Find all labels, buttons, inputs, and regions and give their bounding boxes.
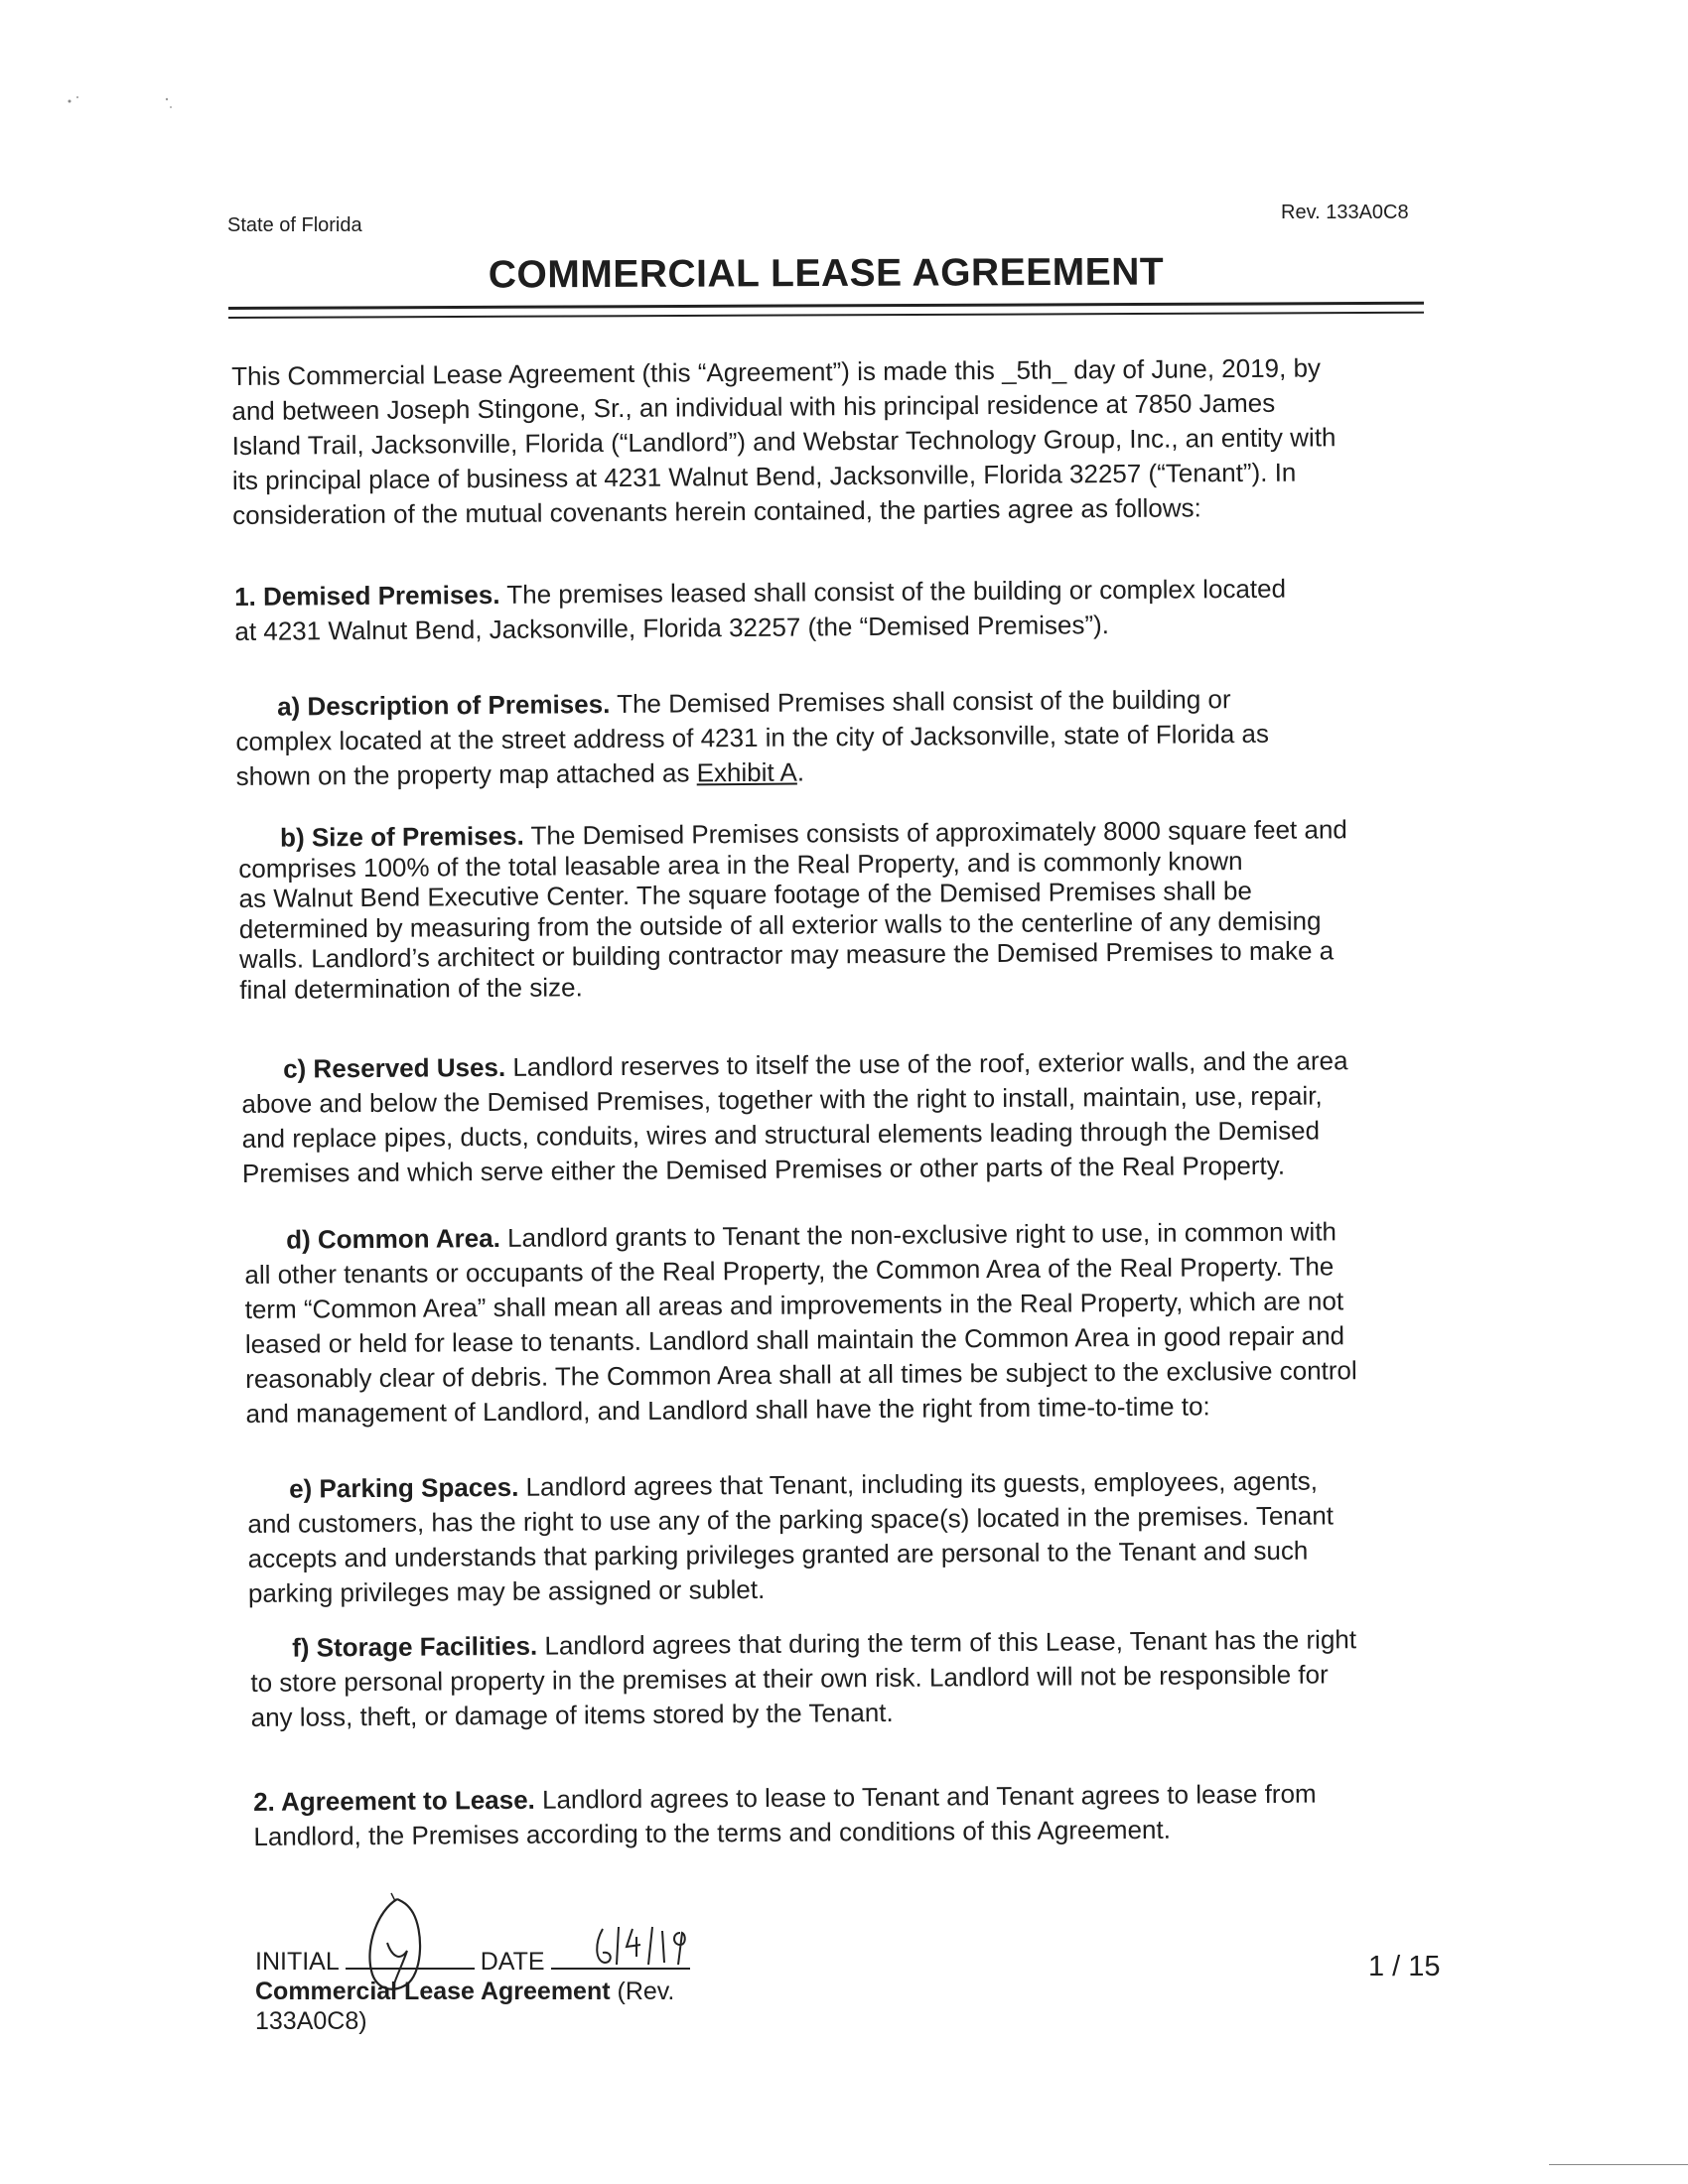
subsection-text: and management of Landlord, and Landlord shall have the right from time-to-time to:: [245, 1391, 1210, 1429]
subsection-text: comprises 100% of the total leasable area in the Real Property, and is commonly known: [238, 845, 1243, 884]
subsection-text: term “Common Area” shall mean all areas and improvements in the Real Property, which are not: [244, 1286, 1344, 1324]
subsection-text: any loss, theft, or damage of items stored by the Tenant.: [250, 1697, 894, 1732]
subsection-f-storage: [250, 1621, 1487, 1735]
section-2-agreement-to-lease: [253, 1775, 1490, 1854]
subsection-text: walls. Landlord’s architect or building contractor may measure the Demised Premises to make a: [238, 935, 1335, 974]
subsection-text: determined by measuring from the outside of all exterior walls to the centerline of any demising: [238, 904, 1322, 944]
intro-line: Island Trail, Jacksonville, Florida (“Landlord”) and Webstar Technology Group, Inc., an entity with: [231, 422, 1336, 461]
scan-speck: [60, 89, 179, 134]
section-1-demised-premises: [234, 570, 1472, 649]
subsection-text: Landlord agrees that Tenant, including its guests, employees, agents,: [525, 1465, 1319, 1502]
revision-label: Rev. 133A0C8: [1281, 202, 1409, 223]
subsection-text: and customers, has the right to use any of the parking space(s) located in the premises. Tenant: [247, 1500, 1335, 1539]
subsection-heading: f) Storage Facilities.: [292, 1630, 538, 1663]
title-rule-thin: [228, 312, 1424, 319]
intro-line: consideration of the mutual covenants herein contained, the parties agree as follows:: [232, 492, 1201, 530]
intro-paragraph: [231, 349, 1469, 533]
intro-line: and between Joseph Stingone, Sr., an individual with his principal residence at 7850 James: [231, 387, 1276, 426]
subsection-text: accepts and understands that parking privileges granted are personal to the Tenant and such: [247, 1535, 1309, 1573]
date-label: DATE: [480, 1948, 545, 1976]
subsection-heading: a) Description of Premises.: [277, 689, 611, 722]
subsection-text: The Demised Premises consists of approximately 8000 square feet and: [530, 814, 1347, 851]
subsection-text: all other tenants or occupants of the Real Property, the Common Area of the Real Property. The: [244, 1251, 1335, 1290]
subsection-text: to store personal property in the premises at their own risk. Landlord will not be responsible for: [250, 1659, 1329, 1698]
footer-doc-rev: (Rev.: [610, 1978, 675, 2005]
subsection-heading: b) Size of Premises.: [279, 820, 524, 853]
subsection-heading: c) Reserved Uses.: [283, 1051, 506, 1084]
subsection-text: leased or held for lease to tenants. Landlord shall maintain the Common Area in good repair and: [244, 1320, 1345, 1359]
exhibit-a-link: Exhibit A: [696, 756, 797, 788]
subsection-text: as Walnut Bend Executive Center. The square footage of the Demised Premises shall be: [238, 875, 1253, 913]
section-text: Landlord, the Premises according to the terms and conditions of this Agreement.: [253, 1814, 1172, 1851]
subsection-e-parking: [247, 1462, 1484, 1611]
subsection-text: Landlord agrees that during the term of this Lease, Tenant has the right: [544, 1624, 1357, 1661]
subsection-text: Premises and which serve either the Demised Premises or other parts of the Real Property.: [241, 1150, 1286, 1188]
initial-label: INITIAL: [255, 1948, 340, 1976]
section-heading: 1. Demised Premises.: [234, 579, 500, 612]
footer-block: [255, 1946, 690, 2036]
subsection-text: The Demised Premises shall consist of the building or: [617, 684, 1231, 719]
subsection-text: Landlord reserves to itself the use of the roof, exterior walls, and the area: [512, 1045, 1348, 1082]
date-line: [551, 1946, 690, 1970]
title-rule-thick: [228, 302, 1424, 310]
subsection-text: shown on the property map attached as: [235, 757, 697, 791]
subsection-c-reserved-uses: [241, 1042, 1478, 1191]
section-text: at 4231 Walnut Bend, Jacksonville, Florida 32257 (the “Demised Premises”).: [234, 610, 1110, 646]
section-text: Landlord agrees to lease to Tenant and Tenant agrees to lease from: [541, 1778, 1317, 1815]
subsection-text: Landlord grants to Tenant the non-exclusive right to use, in common with: [506, 1216, 1337, 1253]
subsection-text: reasonably clear of debris. The Common Area shall at all times be subject to the exclusive control: [245, 1355, 1357, 1394]
subsection-text: final determination of the size.: [239, 971, 583, 1005]
subsection-a-description: [235, 680, 1473, 794]
section-heading: 2. Agreement to Lease.: [253, 1784, 535, 1817]
state-label: State of Florida: [227, 214, 362, 236]
subsection-heading: e) Parking Spaces.: [289, 1471, 519, 1504]
subsection-heading: d) Common Area.: [286, 1222, 500, 1255]
subsection-b-size: [238, 813, 1476, 1005]
subsection-text: above and below the Demised Premises, together with the right to install, maintain, use, repair,: [241, 1080, 1323, 1119]
subsection-text: parking privileges may be assigned or sublet.: [247, 1573, 766, 1608]
subsection-text: .: [796, 756, 805, 787]
intro-line: This Commercial Lease Agreement (this “Agreement”) is made this _5th_ day of June, 2019, by: [231, 352, 1322, 391]
section-text: The premises leased shall consist of the building or complex located: [506, 573, 1287, 610]
document-title: COMMERCIAL LEASE AGREEMENT: [488, 250, 1165, 297]
footer-doc-rev-code: 133A0C8): [255, 2007, 367, 2035]
intro-line: its principal place of business at 4231 Walnut Bend, Jacksonville, Florida 32257 (“Tenant”). In: [231, 457, 1297, 495]
subsection-d-common-area: [244, 1213, 1482, 1432]
footer-doc-title: Commercial Lease Agreement: [255, 1978, 611, 2005]
subsection-text: and replace pipes, ducts, conduits, wires and structural elements leading through the Demised: [241, 1115, 1321, 1154]
subsection-text: complex located at the street address of 4231 in the city of Jacksonville, state of Florida as: [235, 718, 1270, 756]
initial-line: [346, 1946, 475, 1970]
scan-edge-mark: [1549, 2164, 1688, 2165]
page-number: 1 / 15: [1368, 1951, 1441, 1982]
